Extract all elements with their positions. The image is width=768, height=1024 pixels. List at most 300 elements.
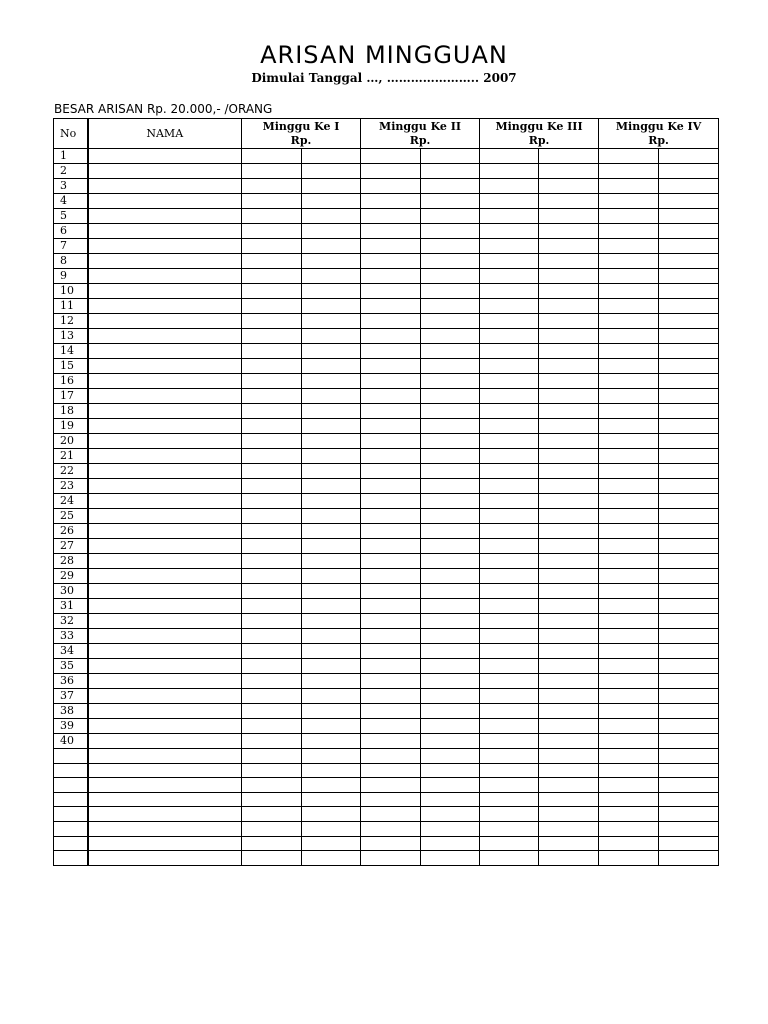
week-4-cell-1[interactable] [599, 224, 659, 239]
week-1-cell-1[interactable] [242, 554, 302, 569]
week-1-cell-2[interactable] [302, 494, 361, 509]
week-4-cell-2[interactable] [659, 644, 719, 659]
week-1-cell-2[interactable] [302, 554, 361, 569]
week-4-cell-2[interactable] [659, 464, 719, 479]
name-cell[interactable] [88, 734, 242, 749]
week-4-cell-1[interactable] [599, 524, 659, 539]
week-3-cell-2[interactable] [539, 179, 599, 194]
week-2-cell-1[interactable] [361, 209, 421, 224]
week-4-cell-2[interactable] [659, 479, 719, 494]
week-3-cell-1[interactable] [480, 599, 539, 614]
week-2-cell-2[interactable] [421, 599, 480, 614]
week-3-cell-2[interactable] [539, 194, 599, 209]
week-1-cell-2[interactable] [302, 599, 361, 614]
name-cell[interactable] [88, 821, 242, 836]
week-3-cell-1[interactable] [480, 179, 539, 194]
week-1-cell-2[interactable] [302, 179, 361, 194]
week-2-cell-2[interactable] [421, 614, 480, 629]
week-1-cell-1[interactable] [242, 763, 302, 778]
week-2-cell-1[interactable] [361, 479, 421, 494]
week-1-cell-1[interactable] [242, 659, 302, 674]
week-1-cell-2[interactable] [302, 524, 361, 539]
week-4-cell-2[interactable] [659, 224, 719, 239]
week-3-cell-1[interactable] [480, 494, 539, 509]
week-3-cell-1[interactable] [480, 749, 539, 764]
name-cell[interactable] [88, 209, 242, 224]
week-3-cell-2[interactable] [539, 704, 599, 719]
week-4-cell-1[interactable] [599, 509, 659, 524]
week-1-cell-1[interactable] [242, 509, 302, 524]
week-1-cell-1[interactable] [242, 269, 302, 284]
name-cell[interactable] [88, 284, 242, 299]
week-1-cell-2[interactable] [302, 224, 361, 239]
name-cell[interactable] [88, 164, 242, 179]
week-2-cell-2[interactable] [421, 629, 480, 644]
week-2-cell-1[interactable] [361, 494, 421, 509]
week-3-cell-2[interactable] [539, 689, 599, 704]
week-3-cell-1[interactable] [480, 778, 539, 793]
week-1-cell-2[interactable] [302, 359, 361, 374]
week-3-cell-1[interactable] [480, 419, 539, 434]
week-2-cell-1[interactable] [361, 434, 421, 449]
week-2-cell-2[interactable] [421, 554, 480, 569]
name-cell[interactable] [88, 389, 242, 404]
week-4-cell-1[interactable] [599, 254, 659, 269]
week-3-cell-2[interactable] [539, 644, 599, 659]
week-4-cell-1[interactable] [599, 284, 659, 299]
week-2-cell-1[interactable] [361, 644, 421, 659]
week-3-cell-1[interactable] [480, 329, 539, 344]
week-1-cell-2[interactable] [302, 209, 361, 224]
week-3-cell-1[interactable] [480, 569, 539, 584]
week-2-cell-1[interactable] [361, 194, 421, 209]
week-2-cell-1[interactable] [361, 674, 421, 689]
week-1-cell-1[interactable] [242, 359, 302, 374]
week-1-cell-1[interactable] [242, 614, 302, 629]
week-4-cell-2[interactable] [659, 763, 719, 778]
week-1-cell-2[interactable] [302, 149, 361, 164]
week-3-cell-2[interactable] [539, 763, 599, 778]
week-4-cell-2[interactable] [659, 329, 719, 344]
week-2-cell-2[interactable] [421, 209, 480, 224]
week-4-cell-2[interactable] [659, 599, 719, 614]
week-4-cell-1[interactable] [599, 329, 659, 344]
week-4-cell-2[interactable] [659, 374, 719, 389]
week-1-cell-1[interactable] [242, 821, 302, 836]
week-2-cell-1[interactable] [361, 224, 421, 239]
week-1-cell-1[interactable] [242, 539, 302, 554]
week-1-cell-1[interactable] [242, 389, 302, 404]
week-3-cell-1[interactable] [480, 807, 539, 822]
week-1-cell-2[interactable] [302, 749, 361, 764]
week-3-cell-2[interactable] [539, 524, 599, 539]
name-cell[interactable] [88, 539, 242, 554]
week-1-cell-1[interactable] [242, 851, 302, 866]
week-1-cell-2[interactable] [302, 479, 361, 494]
week-3-cell-2[interactable] [539, 599, 599, 614]
week-4-cell-1[interactable] [599, 614, 659, 629]
week-1-cell-2[interactable] [302, 239, 361, 254]
week-1-cell-2[interactable] [302, 674, 361, 689]
week-3-cell-1[interactable] [480, 209, 539, 224]
week-3-cell-2[interactable] [539, 821, 599, 836]
week-3-cell-2[interactable] [539, 419, 599, 434]
week-3-cell-1[interactable] [480, 479, 539, 494]
week-4-cell-2[interactable] [659, 629, 719, 644]
week-1-cell-1[interactable] [242, 464, 302, 479]
week-4-cell-2[interactable] [659, 807, 719, 822]
week-1-cell-1[interactable] [242, 239, 302, 254]
week-1-cell-2[interactable] [302, 344, 361, 359]
week-1-cell-1[interactable] [242, 299, 302, 314]
week-3-cell-2[interactable] [539, 344, 599, 359]
week-3-cell-1[interactable] [480, 314, 539, 329]
week-1-cell-2[interactable] [302, 644, 361, 659]
week-3-cell-1[interactable] [480, 194, 539, 209]
week-2-cell-2[interactable] [421, 389, 480, 404]
week-1-cell-1[interactable] [242, 704, 302, 719]
week-4-cell-1[interactable] [599, 749, 659, 764]
week-2-cell-1[interactable] [361, 689, 421, 704]
week-1-cell-2[interactable] [302, 314, 361, 329]
name-cell[interactable] [88, 584, 242, 599]
week-4-cell-2[interactable] [659, 494, 719, 509]
week-3-cell-2[interactable] [539, 239, 599, 254]
week-4-cell-2[interactable] [659, 836, 719, 851]
week-3-cell-2[interactable] [539, 836, 599, 851]
week-4-cell-1[interactable] [599, 629, 659, 644]
week-3-cell-1[interactable] [480, 374, 539, 389]
name-cell[interactable] [88, 554, 242, 569]
week-1-cell-2[interactable] [302, 821, 361, 836]
week-2-cell-2[interactable] [421, 689, 480, 704]
week-2-cell-2[interactable] [421, 719, 480, 734]
week-2-cell-2[interactable] [421, 659, 480, 674]
week-1-cell-1[interactable] [242, 329, 302, 344]
week-1-cell-1[interactable] [242, 209, 302, 224]
week-2-cell-1[interactable] [361, 778, 421, 793]
week-2-cell-1[interactable] [361, 149, 421, 164]
week-2-cell-2[interactable] [421, 749, 480, 764]
week-2-cell-1[interactable] [361, 329, 421, 344]
name-cell[interactable] [88, 569, 242, 584]
week-2-cell-1[interactable] [361, 314, 421, 329]
week-3-cell-1[interactable] [480, 659, 539, 674]
week-4-cell-2[interactable] [659, 749, 719, 764]
week-3-cell-1[interactable] [480, 614, 539, 629]
week-4-cell-2[interactable] [659, 194, 719, 209]
week-3-cell-1[interactable] [480, 851, 539, 866]
name-cell[interactable] [88, 314, 242, 329]
week-3-cell-2[interactable] [539, 209, 599, 224]
name-cell[interactable] [88, 704, 242, 719]
week-4-cell-2[interactable] [659, 539, 719, 554]
name-cell[interactable] [88, 179, 242, 194]
week-1-cell-1[interactable] [242, 494, 302, 509]
week-2-cell-1[interactable] [361, 344, 421, 359]
week-1-cell-1[interactable] [242, 836, 302, 851]
week-3-cell-2[interactable] [539, 464, 599, 479]
week-1-cell-1[interactable] [242, 149, 302, 164]
week-3-cell-2[interactable] [539, 659, 599, 674]
week-2-cell-1[interactable] [361, 374, 421, 389]
week-1-cell-1[interactable] [242, 164, 302, 179]
week-4-cell-1[interactable] [599, 704, 659, 719]
week-1-cell-2[interactable] [302, 434, 361, 449]
week-3-cell-1[interactable] [480, 434, 539, 449]
week-3-cell-2[interactable] [539, 299, 599, 314]
week-4-cell-1[interactable] [599, 554, 659, 569]
week-1-cell-2[interactable] [302, 836, 361, 851]
week-4-cell-1[interactable] [599, 807, 659, 822]
week-4-cell-2[interactable] [659, 704, 719, 719]
week-4-cell-2[interactable] [659, 239, 719, 254]
week-3-cell-1[interactable] [480, 149, 539, 164]
week-2-cell-1[interactable] [361, 749, 421, 764]
week-2-cell-1[interactable] [361, 763, 421, 778]
week-1-cell-2[interactable] [302, 389, 361, 404]
week-2-cell-1[interactable] [361, 851, 421, 866]
week-1-cell-2[interactable] [302, 374, 361, 389]
week-3-cell-2[interactable] [539, 778, 599, 793]
week-1-cell-1[interactable] [242, 254, 302, 269]
week-1-cell-1[interactable] [242, 284, 302, 299]
week-4-cell-2[interactable] [659, 164, 719, 179]
week-2-cell-2[interactable] [421, 194, 480, 209]
week-1-cell-2[interactable] [302, 269, 361, 284]
week-3-cell-2[interactable] [539, 792, 599, 807]
week-3-cell-2[interactable] [539, 149, 599, 164]
name-cell[interactable] [88, 674, 242, 689]
week-2-cell-1[interactable] [361, 164, 421, 179]
week-4-cell-1[interactable] [599, 479, 659, 494]
week-4-cell-1[interactable] [599, 164, 659, 179]
week-2-cell-2[interactable] [421, 344, 480, 359]
week-3-cell-1[interactable] [480, 584, 539, 599]
week-2-cell-2[interactable] [421, 419, 480, 434]
week-1-cell-2[interactable] [302, 404, 361, 419]
name-cell[interactable] [88, 449, 242, 464]
name-cell[interactable] [88, 494, 242, 509]
week-3-cell-1[interactable] [480, 539, 539, 554]
week-3-cell-1[interactable] [480, 674, 539, 689]
week-2-cell-1[interactable] [361, 539, 421, 554]
week-3-cell-1[interactable] [480, 299, 539, 314]
week-1-cell-1[interactable] [242, 449, 302, 464]
week-1-cell-1[interactable] [242, 719, 302, 734]
name-cell[interactable] [88, 329, 242, 344]
week-3-cell-1[interactable] [480, 554, 539, 569]
week-4-cell-2[interactable] [659, 719, 719, 734]
week-4-cell-2[interactable] [659, 389, 719, 404]
week-1-cell-1[interactable] [242, 194, 302, 209]
week-3-cell-2[interactable] [539, 254, 599, 269]
week-3-cell-1[interactable] [480, 239, 539, 254]
week-2-cell-2[interactable] [421, 644, 480, 659]
week-1-cell-2[interactable] [302, 449, 361, 464]
week-3-cell-1[interactable] [480, 464, 539, 479]
week-4-cell-1[interactable] [599, 344, 659, 359]
week-1-cell-2[interactable] [302, 419, 361, 434]
week-3-cell-2[interactable] [539, 434, 599, 449]
week-2-cell-2[interactable] [421, 329, 480, 344]
week-1-cell-2[interactable] [302, 539, 361, 554]
week-2-cell-2[interactable] [421, 164, 480, 179]
week-4-cell-2[interactable] [659, 284, 719, 299]
week-3-cell-1[interactable] [480, 792, 539, 807]
week-2-cell-1[interactable] [361, 449, 421, 464]
week-3-cell-1[interactable] [480, 704, 539, 719]
week-3-cell-2[interactable] [539, 539, 599, 554]
week-1-cell-1[interactable] [242, 314, 302, 329]
week-4-cell-2[interactable] [659, 449, 719, 464]
week-4-cell-1[interactable] [599, 179, 659, 194]
week-2-cell-2[interactable] [421, 851, 480, 866]
week-2-cell-1[interactable] [361, 284, 421, 299]
week-4-cell-1[interactable] [599, 299, 659, 314]
week-2-cell-1[interactable] [361, 584, 421, 599]
name-cell[interactable] [88, 719, 242, 734]
name-cell[interactable] [88, 836, 242, 851]
week-3-cell-1[interactable] [480, 284, 539, 299]
week-1-cell-1[interactable] [242, 599, 302, 614]
week-2-cell-2[interactable] [421, 359, 480, 374]
week-2-cell-2[interactable] [421, 254, 480, 269]
week-2-cell-2[interactable] [421, 494, 480, 509]
week-3-cell-1[interactable] [480, 629, 539, 644]
week-2-cell-1[interactable] [361, 807, 421, 822]
week-4-cell-1[interactable] [599, 539, 659, 554]
week-4-cell-1[interactable] [599, 149, 659, 164]
week-4-cell-1[interactable] [599, 836, 659, 851]
week-3-cell-1[interactable] [480, 359, 539, 374]
week-2-cell-1[interactable] [361, 554, 421, 569]
week-2-cell-1[interactable] [361, 299, 421, 314]
week-3-cell-2[interactable] [539, 749, 599, 764]
name-cell[interactable] [88, 419, 242, 434]
name-cell[interactable] [88, 807, 242, 822]
week-4-cell-1[interactable] [599, 734, 659, 749]
week-3-cell-2[interactable] [539, 284, 599, 299]
week-1-cell-1[interactable] [242, 344, 302, 359]
week-2-cell-2[interactable] [421, 763, 480, 778]
week-2-cell-1[interactable] [361, 359, 421, 374]
week-4-cell-1[interactable] [599, 821, 659, 836]
name-cell[interactable] [88, 763, 242, 778]
week-2-cell-2[interactable] [421, 807, 480, 822]
name-cell[interactable] [88, 194, 242, 209]
week-2-cell-1[interactable] [361, 179, 421, 194]
week-1-cell-1[interactable] [242, 734, 302, 749]
week-4-cell-1[interactable] [599, 389, 659, 404]
week-3-cell-2[interactable] [539, 449, 599, 464]
week-4-cell-1[interactable] [599, 434, 659, 449]
week-3-cell-1[interactable] [480, 763, 539, 778]
week-4-cell-2[interactable] [659, 434, 719, 449]
week-3-cell-2[interactable] [539, 734, 599, 749]
week-3-cell-2[interactable] [539, 554, 599, 569]
week-2-cell-2[interactable] [421, 778, 480, 793]
week-4-cell-1[interactable] [599, 194, 659, 209]
name-cell[interactable] [88, 524, 242, 539]
week-4-cell-1[interactable] [599, 644, 659, 659]
week-2-cell-1[interactable] [361, 524, 421, 539]
week-2-cell-1[interactable] [361, 239, 421, 254]
week-2-cell-2[interactable] [421, 449, 480, 464]
week-3-cell-1[interactable] [480, 449, 539, 464]
week-4-cell-2[interactable] [659, 404, 719, 419]
week-1-cell-2[interactable] [302, 792, 361, 807]
week-4-cell-1[interactable] [599, 599, 659, 614]
name-cell[interactable] [88, 269, 242, 284]
week-2-cell-1[interactable] [361, 464, 421, 479]
week-3-cell-2[interactable] [539, 494, 599, 509]
week-1-cell-2[interactable] [302, 763, 361, 778]
week-1-cell-2[interactable] [302, 614, 361, 629]
week-1-cell-1[interactable] [242, 404, 302, 419]
week-3-cell-1[interactable] [480, 164, 539, 179]
week-2-cell-2[interactable] [421, 569, 480, 584]
week-4-cell-2[interactable] [659, 209, 719, 224]
week-4-cell-2[interactable] [659, 254, 719, 269]
week-3-cell-2[interactable] [539, 224, 599, 239]
week-2-cell-2[interactable] [421, 374, 480, 389]
week-2-cell-1[interactable] [361, 419, 421, 434]
name-cell[interactable] [88, 614, 242, 629]
week-4-cell-2[interactable] [659, 269, 719, 284]
week-3-cell-1[interactable] [480, 344, 539, 359]
week-1-cell-2[interactable] [302, 569, 361, 584]
week-4-cell-1[interactable] [599, 269, 659, 284]
week-1-cell-2[interactable] [302, 629, 361, 644]
week-3-cell-2[interactable] [539, 329, 599, 344]
week-4-cell-1[interactable] [599, 314, 659, 329]
week-1-cell-2[interactable] [302, 734, 361, 749]
week-2-cell-1[interactable] [361, 719, 421, 734]
week-2-cell-2[interactable] [421, 179, 480, 194]
week-3-cell-1[interactable] [480, 836, 539, 851]
week-4-cell-2[interactable] [659, 554, 719, 569]
week-2-cell-1[interactable] [361, 614, 421, 629]
week-4-cell-2[interactable] [659, 614, 719, 629]
week-4-cell-1[interactable] [599, 374, 659, 389]
week-3-cell-1[interactable] [480, 524, 539, 539]
week-1-cell-2[interactable] [302, 194, 361, 209]
week-2-cell-2[interactable] [421, 464, 480, 479]
week-2-cell-2[interactable] [421, 792, 480, 807]
week-2-cell-2[interactable] [421, 269, 480, 284]
week-4-cell-1[interactable] [599, 359, 659, 374]
week-1-cell-1[interactable] [242, 674, 302, 689]
week-4-cell-2[interactable] [659, 344, 719, 359]
name-cell[interactable] [88, 644, 242, 659]
week-2-cell-1[interactable] [361, 254, 421, 269]
week-1-cell-2[interactable] [302, 659, 361, 674]
week-4-cell-1[interactable] [599, 792, 659, 807]
week-4-cell-2[interactable] [659, 149, 719, 164]
week-2-cell-2[interactable] [421, 836, 480, 851]
week-4-cell-2[interactable] [659, 419, 719, 434]
week-3-cell-2[interactable] [539, 389, 599, 404]
week-4-cell-1[interactable] [599, 674, 659, 689]
week-4-cell-1[interactable] [599, 584, 659, 599]
week-3-cell-2[interactable] [539, 359, 599, 374]
name-cell[interactable] [88, 149, 242, 164]
week-4-cell-1[interactable] [599, 209, 659, 224]
week-3-cell-2[interactable] [539, 584, 599, 599]
name-cell[interactable] [88, 299, 242, 314]
week-4-cell-1[interactable] [599, 569, 659, 584]
